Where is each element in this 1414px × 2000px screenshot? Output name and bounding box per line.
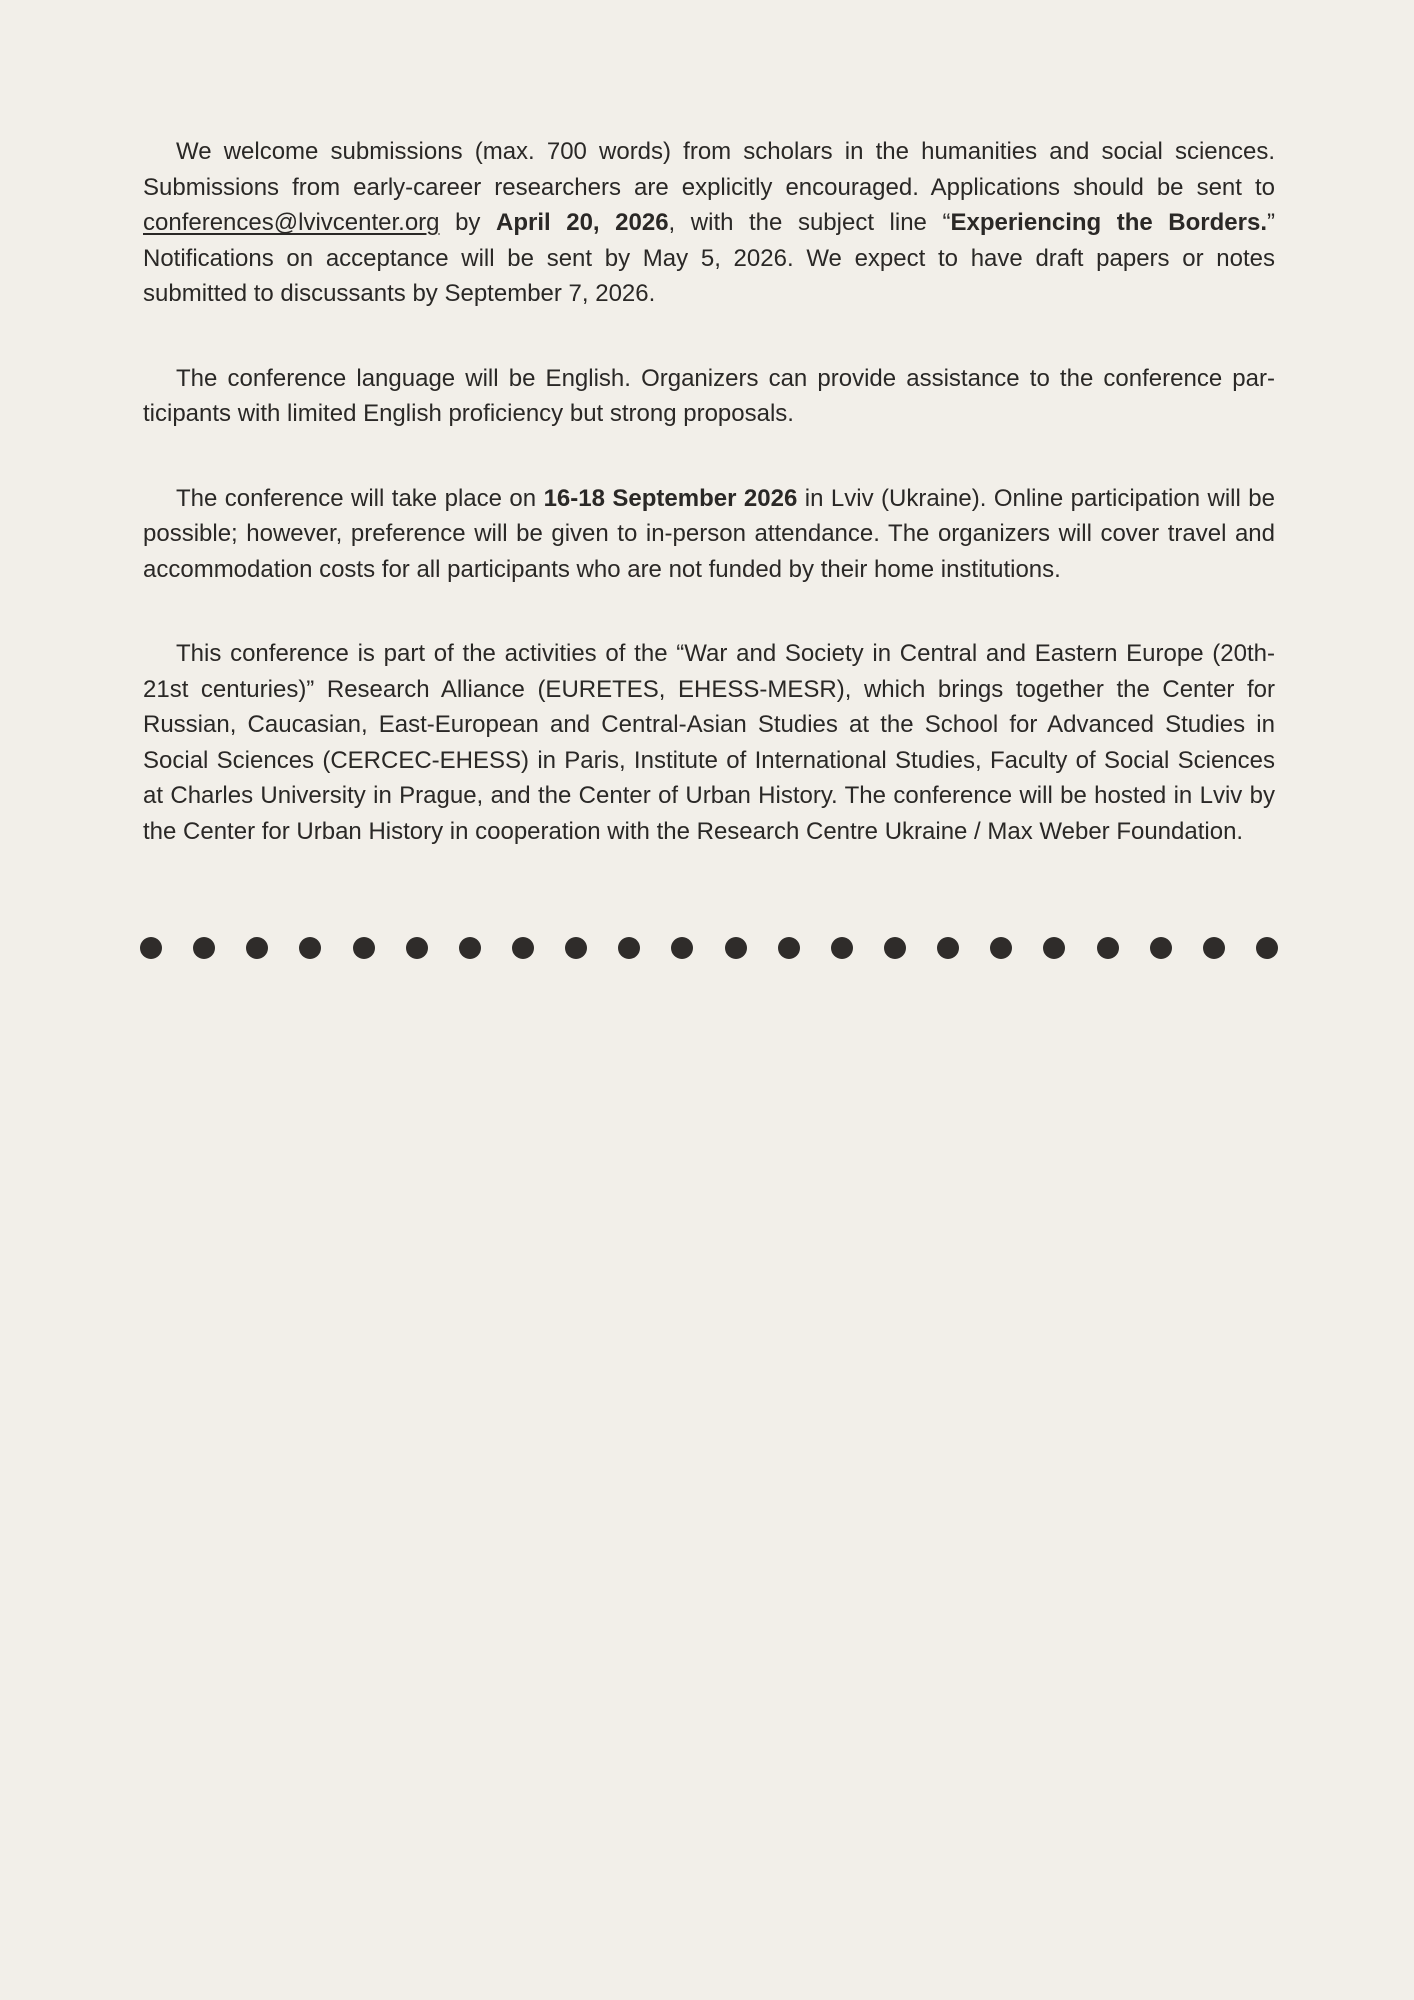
venue-text-2: in Lviv (Ukraine). Online participation will be possible; however, preference will be given to in-person attendance. The organizers will cover travel and accommodation costs for all participants who are not funded by their home institutions.	[143, 484, 1275, 583]
venue-text-1: The conference will take place on	[176, 484, 544, 512]
divider-dot	[459, 937, 481, 959]
divider-dot	[778, 937, 800, 959]
submissions-paragraph	[143, 134, 1275, 312]
divider-dot	[618, 937, 640, 959]
submissions-text-1: We welcome submissions (max. 700 words) from scholars in the humanities and social sciences. Submissions from early-career researchers are explicitly encouraged. Applications should be sent to	[143, 138, 1275, 201]
submissions-text-3: , with the subject line “	[668, 209, 951, 236]
conference-dates: 16-18 September 2026	[543, 484, 798, 512]
divider-dot	[193, 937, 215, 959]
venue-paragraph	[143, 481, 1275, 588]
divider-dot	[1150, 937, 1172, 959]
divider-dot	[1043, 937, 1065, 959]
subject-line: Experiencing the Borders.	[950, 209, 1268, 236]
divider-dot	[990, 937, 1012, 959]
alliance-paragraph: This conference is part of the activities of the “War and Society in Central and Eastern Europe (20th-21st centuries)” Research Alliance (EURETES, EHESS-MESR), which brings together the Center for Russian, Caucasian, East-European and Central-Asian Studies at the School for Advanced Studies in Social Sciences (CERCEC-EHESS) in Paris, Institute of International Studies, Faculty of Social Sciences at Charles University in Prague, and the Center of Urban History. The conference will be hosted in Lviv by the Center for Urban History in cooperation with the Research Centre Ukraine / Max Weber Foundation.	[143, 640, 1275, 845]
divider-dot	[1203, 937, 1225, 959]
divider-dot	[1256, 937, 1278, 959]
divider-dot	[725, 937, 747, 959]
divider-dot	[353, 937, 375, 959]
divider-dot	[246, 937, 268, 959]
document-body	[143, 134, 1275, 898]
submissions-text-2: by	[439, 209, 496, 236]
divider-dot	[512, 937, 534, 959]
submissions-text-4: ” Notifications on acceptance will be sent by May 5, 2026. We expect to have draft papers or notes submitted to discussants by September 7, 2026.	[143, 209, 1276, 307]
divider-dot	[299, 937, 321, 959]
divider-dot	[565, 937, 587, 959]
dot-divider	[140, 936, 1278, 960]
divider-dot	[1097, 937, 1119, 959]
deadline-date: April 20, 2026	[496, 209, 669, 236]
divider-dot	[831, 937, 853, 959]
email-link[interactable]: conferences@lvivcenter.org	[143, 209, 440, 236]
language-paragraph: The conference language will be English. Organizers can provide assistance to the conference participants with limited English proficiency but strong proposals.	[143, 364, 1275, 427]
divider-dot	[884, 937, 906, 959]
divider-dot	[937, 937, 959, 959]
divider-dot	[406, 937, 428, 959]
divider-dot	[671, 937, 693, 959]
divider-dot	[140, 937, 162, 959]
